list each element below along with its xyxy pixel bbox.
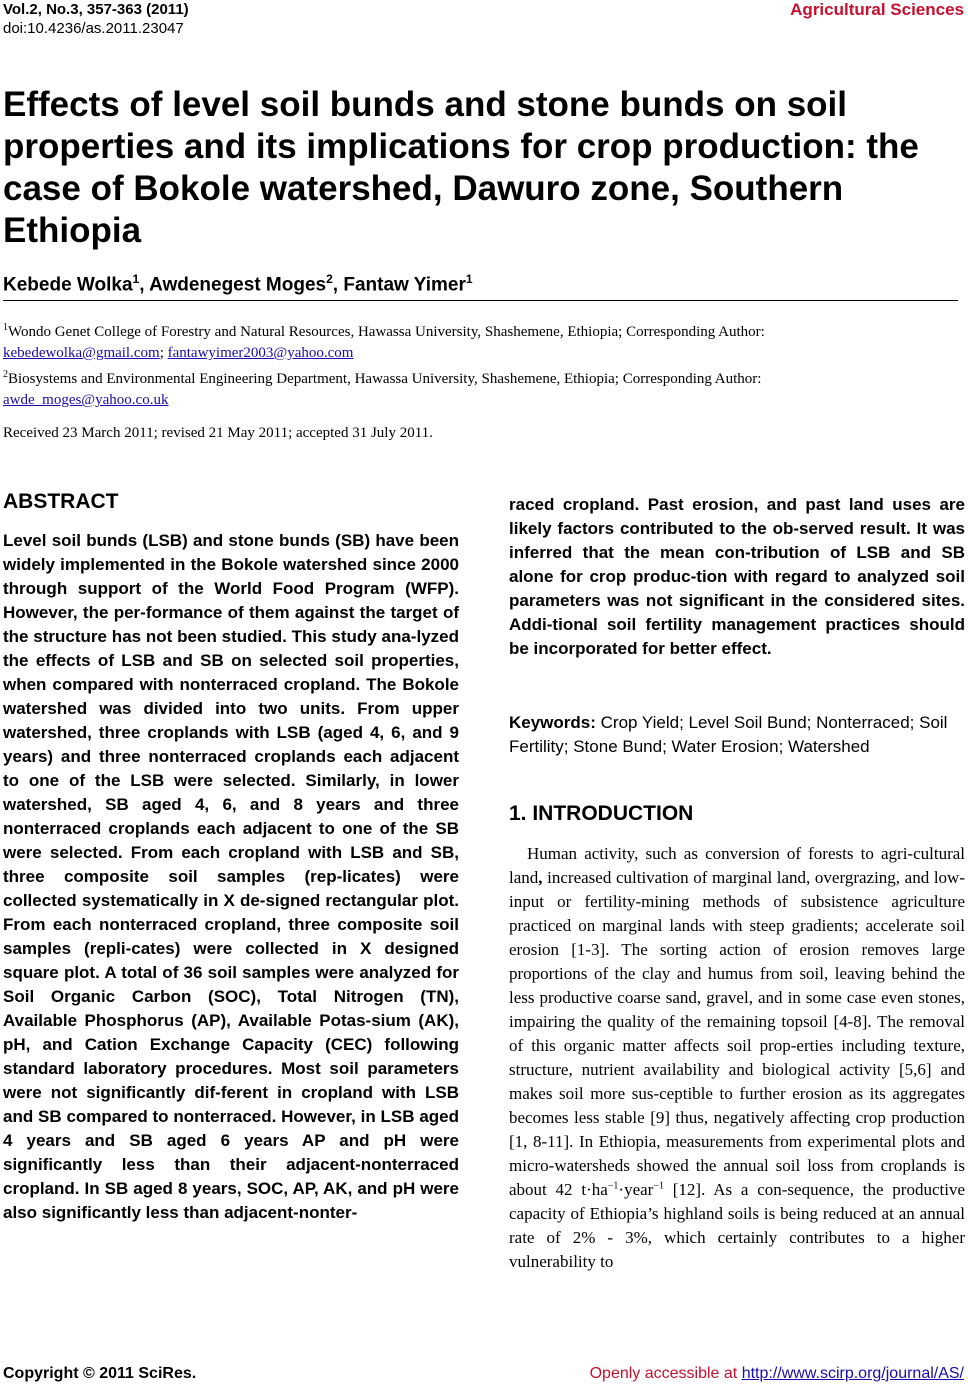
affiliation-1 xyxy=(3,317,963,343)
intro-text-segment: Human activity, such as conversion of forests to agri-cultural land xyxy=(509,844,965,887)
abstract-text-right: raced cropland. Past erosion, and past land uses are likely factors contributed to the ob-served result. It was inferred that the mean con-tribution of LSB and SB alone for crop produc-tion with regard to analyzed soil parameters was not significant in the considered sites. Addi-tional soil fertility management practices should be incorporated for better effect. xyxy=(509,495,965,658)
unit-exponent: −1 xyxy=(607,1180,619,1192)
abstract-text-left: Level soil bunds (LSB) and stone bunds (SB) have been widely implemented in the Bokole watershed since 2000 through support of the World Food Program (WFP). However, the per-formance of them against the target of the structure has not been studied. This study ana-lyzed the effects of LSB and SB on selected soil properties, when compared with nonterraced cropland. The Bokole watershed was divided into two units. From upper watershed, three croplands with LSB (aged 4, 6, and 9 years) and three nonterraced croplands each adjacent to one of the LSB were selected. Similarly, in lower watershed, SB aged 4, 6, and 8 years and three nonterraced croplands each adjacent to one of the SB were selected. From each cropland with LSB and SB, three composite soil samples (rep-licates) were collected systematically in X de-signed rectangular plot. From each nonterraced cropland, three composite soil samples (repli-cates) were collected in X designed square plot. A total of 36 soil samples were analyzed for Soil Organic Carbon (SOC), Total Nitrogen (TN), Available Phosphorus (AP), Available Potas-sium (AK), pH, and Cation Exchange Capacity (CEC) following standard laboratory procedures. Most soil parameters were not significantly dif-ferent in cropland with LSB and SB compared to nonterraced. However, in LSB aged 4 years and SB aged 6 years AP and pH were significantly less than their adjacent-nonterraced cropland. In SB aged 8 years, SOC, AP, AK, and pH were also significantly less than adjacent-nonter- xyxy=(3,531,459,1222)
affiliations xyxy=(3,317,963,411)
intro-text-segment: ·year xyxy=(618,1180,654,1199)
keywords-label: Keywords: xyxy=(509,713,596,732)
intro-text-segment: , xyxy=(538,868,543,887)
open-access-note xyxy=(590,1365,964,1383)
header-divider xyxy=(3,300,958,301)
email-link[interactable]: awde_moges@yahoo.co.uk xyxy=(3,392,169,408)
author-name: Fantaw Yimer xyxy=(343,274,466,296)
open-access-label: Openly accessible at xyxy=(589,1365,742,1382)
affiliation-1-emails: kebedewolka@gmail.com; fantawyimer2003@yahoo.com xyxy=(3,345,354,361)
author-affiliation-mark: 1 xyxy=(465,272,473,286)
intro-text-segment: [12]. As a con-sequence, the productive capacity of Ethiopia’s highland soils is being reduced at an annual rate of 2% - 3%, which certainly contributes to a higher vulnerability to xyxy=(509,1180,965,1271)
author-separator: , xyxy=(332,274,344,296)
affiliation-2 xyxy=(3,364,963,390)
abstract-heading: ABSTRACT xyxy=(3,490,119,513)
introduction-text xyxy=(509,842,965,1274)
unit-exponent: −1 xyxy=(653,1180,664,1192)
intro-text-segment: increased cultivation of marginal land, overgrazing, and low-input or fertility-mining methods of subsistence agriculture practiced on marginal lands with steep gradients; accelerate soil erosion [1-3]. The sorting action of erosion removes large proportions of the clay and humus from soil, leaving behind the less productive coarse sand, gravel, and in some case even stones, impairing the quality of the remaining topsoil [4-8]. The removal of this organic matter affects soil prop-erties including texture, structure, nutrient availability and biological activity [5,6] and makes soil more sus-ceptible to further erosion as its aggregates becomes less stable [9] thus, negatively affecting crop production [1, 8-11]. In Ethiopia, measurements from experimental plots and micro-watersheds showed the annual soil loss from croplands is about 42 t·ha xyxy=(509,868,965,1199)
author-name: Awdenegest Moges xyxy=(149,274,327,296)
paper-title: Effects of level soil bunds and stone bunds on soil properties and its implications for crop production: the case of Bokole watershed, Dawuro zone, Southern Ethiopia xyxy=(3,85,919,250)
affiliation-mark: 2 xyxy=(3,369,8,380)
affiliation-text: Biosystems and Environmental Engineering Department, Hawassa University, Shashemene, Ethiopia; Corresponding Author: xyxy=(8,371,762,387)
doi: doi:10.4236/as.2011.23047 xyxy=(3,20,184,37)
journal-header-info xyxy=(3,0,189,38)
received-dates: Received 23 March 2011; revised 21 May 2011; accepted 31 July 2011. xyxy=(3,425,433,441)
introduction-heading: 1. INTRODUCTION xyxy=(509,802,694,825)
author-name: Kebede Wolka xyxy=(3,274,133,296)
author-separator: , xyxy=(139,274,150,296)
author-list xyxy=(3,272,473,296)
affiliation-text: Wondo Genet College of Forestry and Natural Resources, Hawassa University, Shashemene, Ethiopia; Corresponding Author: xyxy=(8,324,765,340)
author-affiliation-mark: 1 xyxy=(132,272,140,286)
copyright: Copyright © 2011 SciRes. xyxy=(3,1365,197,1382)
affiliation-2-emails xyxy=(3,390,963,411)
journal-name: Agricultural Sciences xyxy=(790,0,964,19)
email-link[interactable]: kebedewolka@gmail.com xyxy=(3,345,160,361)
volume-info: Vol.2, No.3, 357-363 (2011) xyxy=(3,1,189,18)
affiliation-mark: 1 xyxy=(3,322,8,333)
author-affiliation-mark: 2 xyxy=(326,272,333,286)
keywords-text: Crop Yield; Level Soil Bund; Nonterraced; Soil Fertility; Stone Bund; Water Erosion; Watershed xyxy=(509,713,948,756)
keywords xyxy=(509,711,965,759)
email-link[interactable]: fantawyimer2003@yahoo.com xyxy=(167,345,354,361)
journal-url-link[interactable]: http://www.scirp.org/journal/AS/ xyxy=(741,1365,964,1382)
